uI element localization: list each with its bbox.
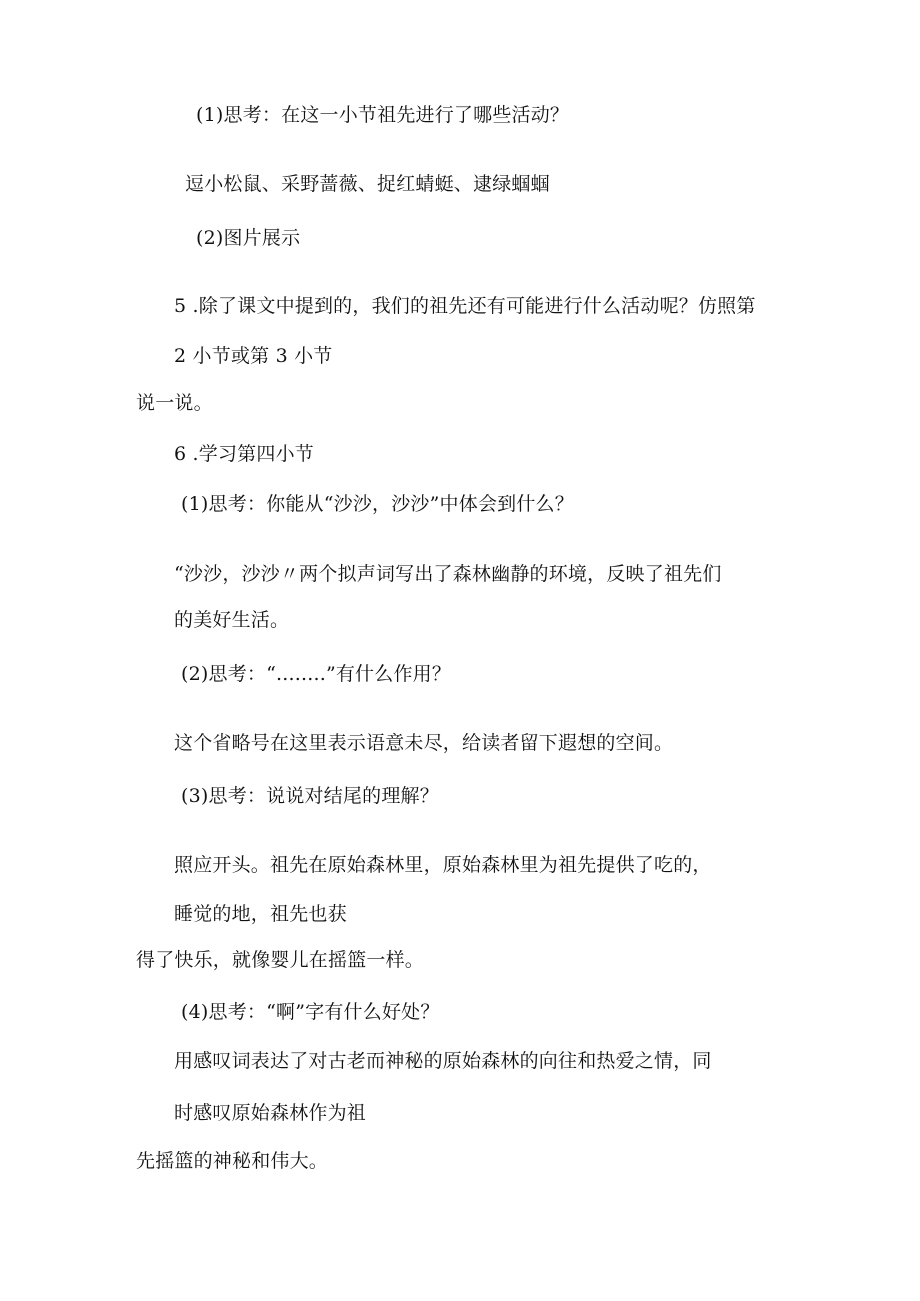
answer-4-ah-line-2: 时感叹原始森林作为祖 <box>174 1102 367 1124</box>
question-3-ending: (3)思考：说说对结尾的理解？ <box>181 785 439 807</box>
question-1-activities: (1)思考：在这一小节祖先进行了哪些活动？ <box>196 104 570 126</box>
answer-2-ellipsis: 这个省略号在这里表示语意未尽，给读者留下遐想的空间。 <box>174 732 674 754</box>
task-5-line-1: 5 .除了课文中提到的，我们的祖先还有可能进行什么活动呢？仿照第 <box>174 295 756 317</box>
answer-3-ending-line-2: 睡觉的地，祖先也获 <box>174 903 347 925</box>
answer-3-ending-line-1: 照应开头。祖先在原始森林里，原始森林里为祖先提供了吃的， <box>174 854 712 876</box>
answer-1-activities: 逗小松鼠、采野蔷薇、捉红蜻蜓、逮绿蝈蝈 <box>185 173 550 195</box>
item-2-picture-display: (2)图片展示 <box>196 227 301 249</box>
question-1-shasha: (1)思考：你能从“沙沙，沙沙”中体会到什么？ <box>181 493 574 515</box>
question-4-ah: (4)思考：“啊”字有什么好处？ <box>181 1001 440 1023</box>
question-2-ellipsis: (2)思考：“........”有什么作用？ <box>181 663 452 685</box>
task-5-line-3: 说一说。 <box>136 392 213 414</box>
answer-1-shasha-line-1: “沙沙，沙沙〃两个拟声词写出了森林幽静的环境，反映了祖先们 <box>174 563 722 585</box>
answer-1-shasha-line-2: 的美好生活。 <box>174 609 290 631</box>
answer-4-ah-line-3: 先摇篮的神秘和伟大。 <box>136 1150 329 1172</box>
task-5-line-2: 2 小节或第 3 小节 <box>174 345 333 367</box>
answer-4-ah-line-1: 用感叹词表达了对古老而神秘的原始森林的向往和热爱之情，同 <box>174 1050 712 1072</box>
answer-3-ending-line-3: 得了快乐，就像婴儿在摇篮一样。 <box>136 949 425 971</box>
section-6-heading: 6 .学习第四小节 <box>174 443 314 465</box>
